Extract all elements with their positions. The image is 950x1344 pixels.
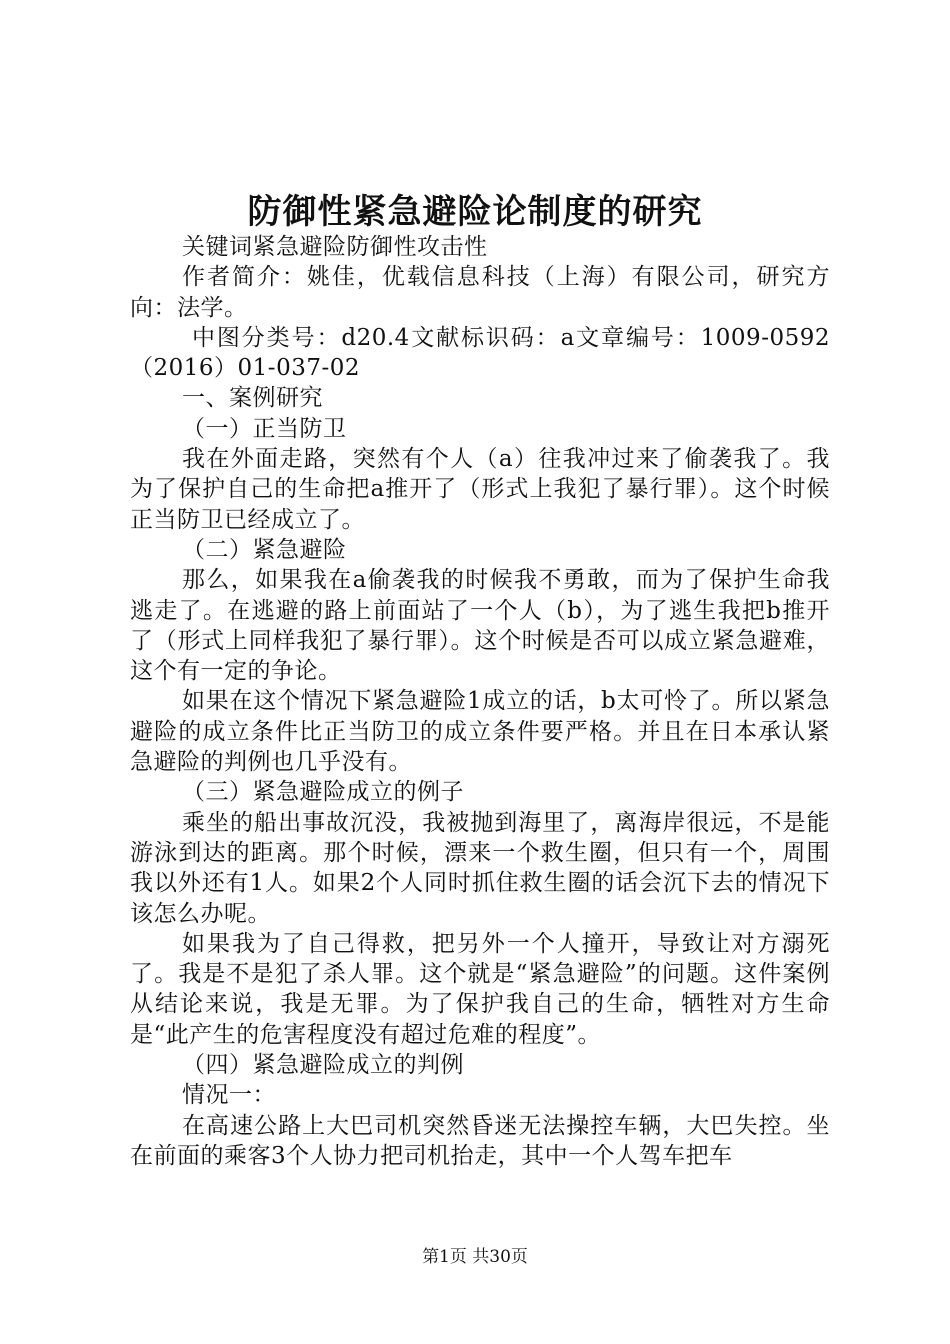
paragraph: 我在外面走路，突然有个人（a）往我冲过来了偷袭我了。我为了保护自己的生命把a推开了（形式上我犯了暴行罪）。这个时候正当防卫已经成立了。 bbox=[130, 446, 830, 533]
paragraph: 在高速公路上大巴司机突然昏迷无法操控车辆，大巴失控。坐在前面的乘客3个人协力把司机抬走，其中一个人驾车把车 bbox=[130, 1112, 830, 1169]
subsection-heading: （一）正当防卫 bbox=[182, 415, 347, 442]
section-heading: 一、案例研究 bbox=[182, 385, 323, 412]
paragraph: 那么，如果我在a偷袭我的时候我不勇敢，而为了保护生命我逃走了。在逃避的路上前面站了一个人（b），为了逃生我把b推开了（形式上同样我犯了暴行罪）。这个时候是否可以成立紧急避难，这个有一定的争论。 bbox=[130, 567, 830, 685]
paragraph: 乘坐的船出事故沉没，我被抛到海里了，离海岸很远，不是能游泳到达的距离。那个时候，漂来一个救生圈，但只有一个，周围我以外还有1人。如果2个人同时抓住救生圈的话会沉下去的情况下该怎么办呢。 bbox=[130, 809, 830, 927]
page-footer: 第1页 共30页 bbox=[422, 1247, 528, 1267]
case-label: 情况一： bbox=[182, 1082, 276, 1109]
document-body bbox=[130, 232, 830, 1171]
subsection-heading: （二）紧急避险 bbox=[182, 536, 347, 563]
paragraph: 如果我为了自己得救，把另外一个人撞开，导致让对方溺死了。我是不是犯了杀人罪。这个就是“紧急避险”的问题。这件案例从结论来说，我是无罪。为了保护我自己的生命，牺牲对方生命是“此产生的危害程度没有超过危难的程度”。 bbox=[130, 930, 830, 1048]
paragraph: 如果在这个情况下紧急避险1成立的话，b太可怜了。所以紧急避险的成立条件比正当防卫的成立条件要严格。并且在日本承认紧急避险的判例也几乎没有。 bbox=[130, 688, 830, 776]
author-intro: 作者简介：姚佳，优载信息科技（上海）有限公司，研究方向：法学。 bbox=[130, 264, 830, 321]
classification-line: 中图分类号：d20.4文献标识码：a文章编号：1009-0592（2016）01-037-02 bbox=[130, 324, 830, 382]
subsection-heading: （四）紧急避险成立的判例 bbox=[182, 1052, 464, 1079]
document-title: 防御性紧急避险论制度的研究 bbox=[247, 192, 703, 232]
keywords-line: 关键词紧急避险防御性攻击性 bbox=[182, 234, 488, 260]
subsection-heading: （三）紧急避险成立的例子 bbox=[182, 779, 464, 806]
